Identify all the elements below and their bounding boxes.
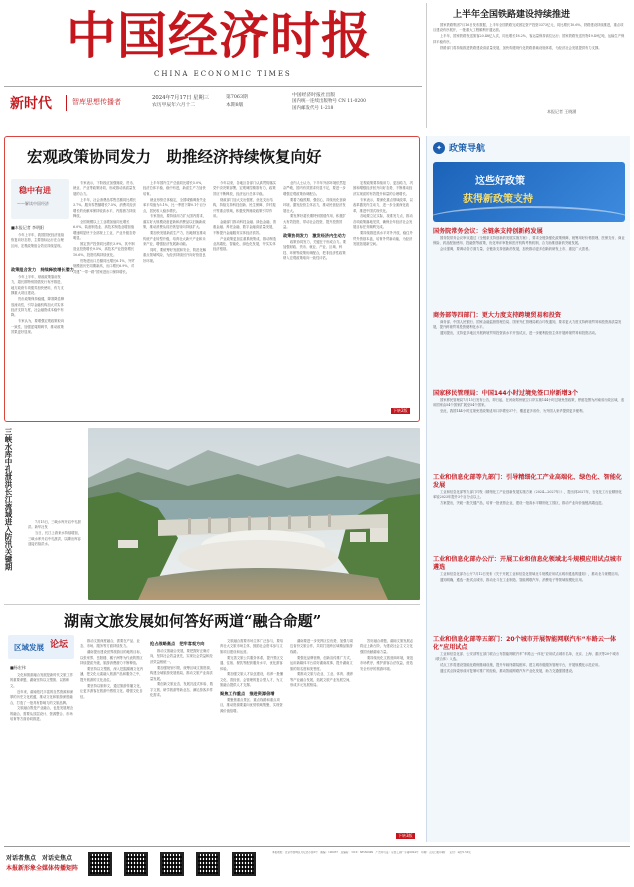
second-column-5: 湖南要进一步发挥区位优势，加强与周边省份文旅合作，共同打造跨区域精品旅游线路。 要强化品牌营销，创新宣传推广方式，运用新媒体平台讲好湖南故事，提升湖南文旅的知名度和美誉度。 要推动文旅与农业、工业、体育、康养等产业融合发展，拓展文旅产业发展空间，形成多元发展格局。 — [290, 639, 354, 688]
publisher: 中国经济时报社出版 — [292, 93, 336, 98]
policy-section-text: 国家移民管理局7月15日发布公告，即日起，在河南郑州航空口岸实施144小时过境免签政策，停留范围为河南省行政区域，适用国家由54个国家扩展至54个国家。 至此，我国144小时过境免签政策适用口岸增至37个，覆盖更多省份，为外国人来华提供更多便利。 — [433, 398, 625, 414]
brand-slogan: 智库思想传播者 — [72, 98, 121, 106]
policy-section-body: 工业和信息化部办公厅7月12日发布《关于开展工业和信息化领域北斗规模应用试点城市遴选的通知》，推动北斗规模应用。 — [440, 572, 622, 576]
footer-left-line-2: 本报新形象全媒体传播矩阵 — [6, 865, 79, 872]
policy-section-text: 工业和信息化部办公厅7月12日发布《关于开展工业和信息化领域北斗规模应用试点城市遴选的通知》，推动北斗规模应用。 通知明确，遴选一批试点城市，推动北斗在工业制造、智能网联汽车、消费电子等领域规模化应用。 — [433, 572, 625, 634]
policy-section-head: 工业和信息化部等五部门：20个城市开展智能网联汽车“车路云一体化”应用试点 — [433, 636, 617, 651]
footer — [4, 846, 630, 884]
date-line: 2024年7月17日 星期三 — [152, 95, 210, 101]
second-column-3: 推动文旅融合发展，要把握好正确方向，坚持社会效益优先，实现社会效益和经济效益相统一。 要加强规划引领，统筹区域文旅资源，构建全域旅游发展格局，推动文旅产业高质量发展。 要创新文旅业态，发展沉浸式体验、数字文旅、研学旅游等新业态，满足游客多样化需求。 — [150, 649, 214, 698]
policy-section-head: 国家移民管理局：中国144小时过境免签口岸新增3个 — [433, 390, 578, 397]
top-news-byline: 本报记者 王晓涵 — [547, 109, 577, 114]
policy-section-text: 工业和信息化部、公安部等五部门联合公布智能网联汽车“车路云一体化”应用试点城市名单，北京、上海、重庆等20个城市（联合体）入选。 试点工作将建设智能化路侧基础设施，提升车载终端装配率，建立城市级服务管理平台，开展规模化示范应用。 通过试点探索形成可复制可推广的经验，推动智能网联汽车产业化发展，助力交通强国建设。 — [433, 652, 625, 842]
region-tag-sub: 论坛 — [50, 640, 69, 650]
policy-section — [433, 390, 625, 468]
policy-section-body: 国家移民管理局7月15日发布公告，即日起，在河南郑州航空口岸实施144小时过境免签政策，停留范围为河南省行政区域，适用国家由54个国家扩展至54个国家。 — [433, 398, 625, 408]
second-column-1: 文化和旅游融合发展是新时代文旅工作的重要命题，湖南坚持以文塑旅、以旅彰文。 近年来，湖南依托丰富的自然资源和深厚的历史文化底蕴，推动文化和旅游深度融合，打造了一批具有影响力的文旅品牌。 文旅融合既是产业融合，也是发展理念的融合，需要从顶层设计、资源整合、市场培育等方面协同推进。 — [10, 673, 74, 722]
lead-column-2: 专家表示，下阶段应加强财政、货币、就业、产业等政策协同，形成推动高质量发展的合力。 上半年，社会消费品零售总额同比增长3.7%，服务零售额增长7.5%，消费对经济增长的贡献率保持较高水平，内需潜力持续释放。 全国规模以上工业增加值同比增长6.0%，装备制造业、高技术制造业增加值增速明显快于全部规上工业，产业升级态势明显。 固定资产投资同比增长3.9%，其中制造业投资增长9.5%，高技术产业投资增长10.6%，投资结构持续优化。 货物进出口总额同比增长6.1%，外贸规模创历史同期新高，出口增长6.9%，对共建“一带一路”国家进出口保持增长。 — [73, 181, 137, 274]
lead-label-badge — [11, 179, 69, 219]
qr-code-icon[interactable] — [88, 852, 112, 876]
photo-side-caption: 7月15日，三峡水库开启中孔泄洪。新华社发 当日，长江上游来水持续增加，三峡水库开启中孔泄洪，以腾出库容迎接后续洪水。 — [28, 520, 84, 600]
policy-section-text: 工业和信息化部等九部门印发《精细化工产业创新发展实施方案（2024—2027年）》，提出到2027年，石化化工行业精细化率较2023年提升3个百分点以上。 方案提出，突破一批关键产品，培育一批优势企业，建设一批高水平精细化工园区，推动产业向价值链高端迈进。 — [433, 490, 625, 554]
lead-article — [4, 136, 420, 422]
masthead-title-en: CHINA ECONOMIC TIMES — [154, 70, 292, 78]
issue-number: 第7063期 — [226, 95, 248, 100]
policy-section — [433, 312, 625, 382]
banner-arc — [433, 206, 625, 222]
lead-paragraph: 专家表示，下阶段应加强财政、货币、就业、产业等政策协同，形成推动高质量发展的合力。 — [73, 181, 137, 196]
lead-paragraph: 今年上半年，我国国民经济延续恢复向好态势，主要指标运行在合理区间，宏观政策组合效应持续显现。 — [11, 233, 65, 248]
policy-sections — [433, 228, 625, 836]
second-column-4: 文旅融合需要市场主体广泛参与，要培育壮大文旅市场主体，鼓励社会资本参与文旅项目建设和运营。 要完善文旅公共服务体系，提升景区交通、住宿、餐饮等配套服务水平，优化游客体验。 要加强文旅人才队伍建设，培养一批懂文化、善经营、会管理的复合型人才，为文旅融合提供人才支撑。 聚焦工作重点 推进资源倍增 要聚焦重点景区、重点线路和重点项目，推动资源要素向优势领域集聚，实现资源价值倍增。 — [220, 639, 284, 713]
top-news-body: 国家铁路集团7月16日发布数据，上半年全国铁路完成固定资产投资3373亿元，同比增长10.6%，铁路建设持续推进，重点项目建设有序展开，一批重大工程顺利开通运营。 上半年，国家铁路发送旅客20.48亿人次，同比增长18.2%，客运量保持高位运行；国家铁路发送货物19.49亿吨，运输生产保持平稳有序。 铁路部门将持续推进铁路建设高质量发展，加快构建现代化铁路基础设施体系，为经济社会发展提供有力支撑。 — [433, 23, 625, 50]
post-code: 国内邮发代号 1-218 — [292, 106, 334, 111]
top-news-headline: 上半年全国铁路建设持续推进 — [453, 10, 571, 20]
policy-section-head: 商务部等四部门：更大力度支持跨境贸易和投资 — [433, 312, 561, 319]
policy-section-head: 工业和信息化部等九部门：引导精细化工产业高端化、绿色化、智能化发展 — [433, 474, 622, 489]
lead-label-sub: ——解读中国经济 — [17, 201, 49, 206]
second-headline: 湖南文旅发展如何答好两道“融合命题” — [64, 612, 322, 630]
second-paragraph: 推动文旅深度融合，需要在产品、业态、市场、服务等方面持续发力。 — [80, 639, 140, 649]
masthead — [4, 2, 422, 130]
lead-column-4: 今年以来，各地区各部门认真贯彻落实党中央决策部署，宏观调控精准有力，政策效应不断释放，经济运行总体平稳。 财政部门加大支出强度，优化支出结构，持续支持科技创新、民生保障、乡村振兴等重点领域，积极发挥财政政策引导作用。 金融部门推动科技金融、绿色金融、普惠金融、养老金融、数字金融高质量发展，不断提升金融服务实体经济质效。 产业政策更加注重系统集成，推动制造业高端化、智能化、绿色化发展，夯实实体经济根基。 — [213, 181, 277, 252]
photo-side-title-text: 三峡水库中孔泄洪长江流域进入防汛关键期 — [4, 428, 13, 571]
policy-section — [433, 556, 625, 634]
lead-paragraph: 上半年国内生产总值同比增长5.0%，经济总体平稳、稳中有进，新质生产力加快培育。 — [143, 181, 206, 196]
policy-tag-text: 政策导航 — [449, 144, 486, 154]
policy-section — [433, 636, 625, 842]
brand-label: 新时代 — [10, 96, 52, 112]
policy-section-body: 商务部、中国人民银行、国家金融监督管理总局、国家外汇管理局联合印发通知，要求更大力度支持跨境贸易和投资高质量发展，提升跨境贸易投资便利化水平。 — [433, 320, 622, 330]
lead-subhead-2: 政策协同发力 激发经济内生动力 — [283, 232, 346, 238]
second-subhead-2: 聚焦工作重点 推进资源倍增 — [220, 690, 275, 696]
second-article — [4, 604, 420, 844]
page-count: 本期8版 — [226, 103, 244, 108]
lead-continued[interactable]: 下转2版 — [393, 408, 408, 413]
qr-code-icon[interactable] — [124, 852, 148, 876]
second-continued[interactable]: 下转3版 — [398, 833, 413, 838]
policy-section-head: 工业和信息化部办公厅：开展工业和信息化领域北斗规模应用试点城市遴选 — [433, 556, 622, 571]
photo-caption: 7月15日，三峡水库开启中孔泄洪。新华社发 — [28, 520, 81, 530]
qr-code-icon[interactable] — [232, 852, 256, 876]
second-paragraph: 文化和旅游融合发展是新时代文旅工作的重要命题，湖南坚持以文塑旅、以旅彰文。 — [10, 673, 74, 688]
footer-right-text: 本报地址：北京市西城区月坛北小街2号 邮编：100037 总编室：（010）68530999 广告许可证：京西工商广字第0024号 印刷：人民日报印刷厂 定价：每份1.50元 — [272, 851, 471, 854]
banner-line-2: 获得新政策支持 — [463, 194, 533, 205]
lead-byline: ■本报记者 李明阳 — [11, 225, 45, 230]
banner-line-1: 这些好政策 — [475, 176, 525, 187]
qr-code-icon[interactable] — [160, 852, 184, 876]
policy-section-body: 工业和信息化部、公安部等五部门联合公布智能网联汽车“车路云一体化”应用试点城市名单，北京、上海、重庆等20个城市（联合体）入选。 — [433, 652, 620, 662]
lead-column-5: 业内人士认为，下半年外部环境依然复杂严峻，国内有效需求仍显不足，要进一步增强宏观政策协调配合。 要着力稳预期、强信心，持续优化营商环境，激发经营主体活力，推动民营经济发展壮大。 要发挥好超长期特别国债作用，积极扩大有效投资，带动社会投资，提升投资效益。 政策协同发力 激发经济内生动力 政策协同发力，关键在于形成合力。要加强财政、货币、就业、产业、区域、科技、环保等政策协调配合，把非经济性政策纳入宏观政策取向一致性评估。 — [283, 181, 347, 261]
second-column-2: 推动文旅深度融合，需要在产品、业态、市场、服务等方面持续发力。 湖南提出建设世界旅游目的地的目标，以张家界、岳阳楼、橘子洲等为代表的景区持续提质升级，旅游消费潜力不断释放。 要坚持以文塑旅，深入挖掘湖湘文化内涵，把文化元素融入旅游产品和服务之中，提升旅游的文化品位。 要坚持以旅彰文，通过旅游传播文化，让更多游客在旅游中感悟文化、增强文化自信。 — [80, 639, 144, 699]
policy-section — [433, 228, 625, 298]
serial-number: 国内统一连续出版物号 CN 11-0200 — [292, 99, 366, 104]
second-column-6: 答好融合命题，湖南文旅发展必将迈上新台阶，为建设社会主义文化强国贡献湖南力量。 要持续优化文旅营商环境，规范市场秩序，维护游客合法权益，营造安全有序的旅游环境。 — [360, 639, 414, 671]
lead-column-1b: 今年上半年，财政政策靠前发力，超长期特别国债发行有序推进，地方政府专项债券加快使用，有力支撑重大项目建设。 货币政策保持稳健，降准降息释放流动性，引导金融机构加大对实体经济支持力度，社会融资成本稳中有降。 专家认为，要增强宏观政策取向一致性，加强逆周期调节，推动政策效果更好显现。 — [11, 275, 65, 335]
lead-paragraph: 宏观政策要持续用力、更加给力，巩固和增强经济回升向好态势，不断推动经济实现质的有效提升和量的合理增长。 — [353, 181, 413, 196]
brand-strip — [4, 86, 422, 120]
lead-headline: 宏观政策协同发力 助推经济持续恢复向好 — [27, 147, 322, 166]
second-subhead-1: 抢占战略高点 把牢客观方向 — [150, 641, 205, 646]
masthead-title: 中国经济时报 — [66, 6, 372, 65]
lead-subhead-1: 政策组合发力 持续释放增长潜力 — [11, 267, 74, 272]
policy-section-text: 商务部、中国人民银行、国家金融监督管理总局、国家外汇管理局联合印发通知，要求更大力度支持跨境贸易和投资高质量发展，提升跨境贸易投资便利化水平。 通知提出，支持更多地区开展跨境贸易投资高水平开放试点，进一步便利经营主体开展跨境贸易和投资活动。 — [433, 320, 625, 382]
brand-divider — [66, 95, 67, 111]
dam-photo — [88, 428, 420, 600]
second-byline: ■杨宏伟 — [10, 665, 26, 670]
top-news — [426, 3, 628, 128]
region-tag — [8, 635, 74, 659]
lunar-date: 农历甲辰年六月十二 — [152, 103, 196, 108]
footer-left-line-1: 对话者焦点 对话史焦点 — [6, 855, 73, 862]
photo-side-title — [4, 428, 26, 578]
policy-section-head: 国务院常务会议：全链条支持创新药发展 — [433, 228, 543, 235]
region-tag-text: 区域发展 — [14, 643, 44, 652]
policy-banner — [433, 162, 625, 222]
policy-section-body: 工业和信息化部等九部门印发《精细化工产业创新发展实施方案（2024—2027年）》，提出到2027年，石化化工行业精细化率较2023年提升3个百分点以上。 — [433, 490, 622, 500]
lead-column-6: 宏观政策要持续用力、更加给力，巩固和增强经济回升向好态势，不断推动经济实现质的有效提升和量的合理增长。 专家表示，要深化重点领域改革，以改革激发内生动力，进一步全面深化改革，推进中国式现代化。 各地要立足实际，找准发力点，推动各项政策落地见效，确保全年经济社会发展目标任务顺利完成。 要持续推进高水平对外开放，稳住外贸外资基本盘，培育外贸新动能，为经济发展拓展新空间。 — [353, 181, 415, 407]
dam-photo-image — [88, 428, 420, 600]
qr-code-icon[interactable] — [196, 852, 220, 876]
policy-tag-icon: ✦ — [433, 142, 445, 154]
policy-section — [433, 474, 625, 554]
policy-section-body: 国务院常务会议审议通过《全链条支持创新药发展实施方案》，要求全链条强化政策保障，统筹用好价格管理、医保支付、商业保险、药品配备使用、投融资等政策，优化审评审批和医疗机构考核机制，合力助推创新药突破发展。 — [433, 236, 625, 246]
policy-guide — [426, 136, 630, 842]
lead-label-main: 稳中有进 — [19, 185, 51, 195]
lead-column-1 — [11, 233, 67, 263]
policy-tag — [433, 140, 517, 156]
lead-column-3: 上半年国内生产总值同比增长5.0%，经济总体平稳、稳中有进，新质生产力加快培育。 就业形势总体稳定，全国城镇调查失业率平均值为5.1%，比一季度下降0.1个百分点，居民收入稳步增长。 专家指出，要持续用力扩大国内需求，落实好大规模设备更新和消费品以旧换新政策，推动消费从疫后恢复转向持续扩大。 要加快发展新质生产力，因地制宜推动传统产业转型升级，培育壮大新兴产业和未来产业，增强经济发展新动能。 同时，要统筹好发展和安全，防范化解重点领域风险，为经济持续回升向好营造良好环境。 — [143, 181, 207, 263]
policy-section-text: 国务院常务会议审议通过《全链条支持创新药发展实施方案》，要求全链条强化政策保障，统筹用好价格管理、医保支付、商业保险、药品配备使用、投融资等政策，优化审评审批和医疗机构考核机制，合力助推创新药突破发展。 会议强调，要调动各方面力量，全链条支持创新药发展，加快推动更多创新药研发上市、惠及广大患者。 — [433, 236, 625, 252]
